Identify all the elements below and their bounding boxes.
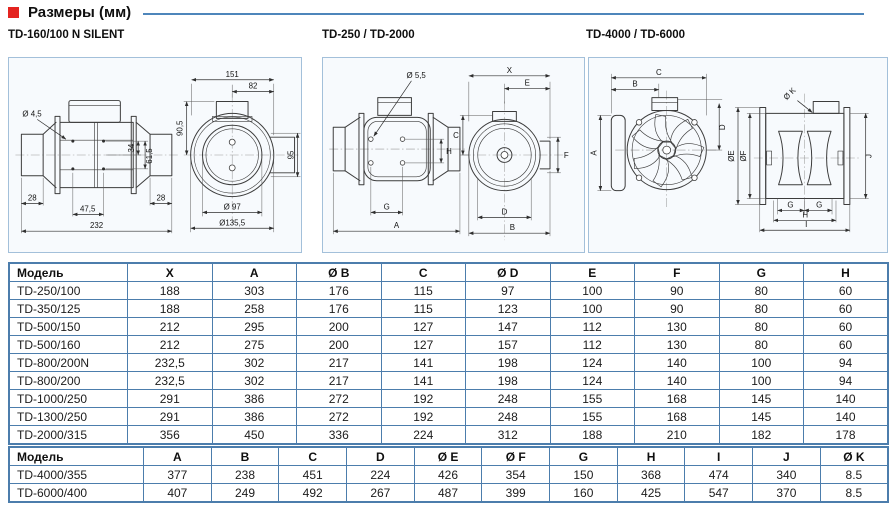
- column-header: Ø K: [820, 447, 888, 466]
- dim-label: 82: [248, 81, 258, 91]
- table-cell: 188: [128, 300, 213, 318]
- table-cell: 90: [635, 282, 720, 300]
- model-cell: TD-4000/355: [9, 466, 144, 484]
- dim-label: A: [393, 221, 400, 231]
- column-header: A: [144, 447, 212, 466]
- table-cell: 178: [804, 426, 889, 445]
- dim-label: 47,5: [79, 204, 96, 214]
- table-cell: 272: [297, 390, 382, 408]
- table-cell: 80: [719, 336, 804, 354]
- dim-label: 95: [286, 150, 296, 160]
- side-view-dimensions: [333, 71, 460, 234]
- dim-label: ØF: [738, 150, 748, 162]
- column-header: C: [279, 447, 347, 466]
- dim-label: 151: [225, 69, 239, 79]
- column-header: B: [211, 447, 279, 466]
- table-cell: 547: [685, 484, 753, 503]
- drawing-label-td250: TD-250 / TD-2000: [322, 29, 415, 41]
- table-cell: 451: [279, 466, 347, 484]
- table-cell: 8.5: [820, 466, 888, 484]
- table-cell: 147: [466, 318, 551, 336]
- table-cell: 224: [381, 426, 466, 445]
- table-cell: 198: [466, 354, 551, 372]
- dim-label: G: [787, 200, 794, 210]
- table-cell: 450: [212, 426, 297, 445]
- table-row: [9, 318, 888, 336]
- table-cell: 112: [550, 318, 635, 336]
- model-cell: TD-500/150: [9, 318, 128, 336]
- column-header: C: [381, 263, 466, 282]
- side-view-dimensions: [21, 109, 171, 233]
- dim-label: C: [453, 131, 459, 141]
- table-cell: 336: [297, 426, 382, 445]
- column-header: D: [347, 447, 415, 466]
- table-cell: 258: [212, 300, 297, 318]
- table-cell: 141: [381, 354, 466, 372]
- dim-label: 28: [27, 193, 37, 203]
- table-cell: 145: [719, 408, 804, 426]
- table-cell: 100: [719, 354, 804, 372]
- table-cell: 155: [550, 390, 635, 408]
- table-head: [9, 447, 888, 466]
- table-cell: 150: [550, 466, 618, 484]
- header-row: [9, 447, 888, 466]
- dim-label: Ø135,5: [219, 218, 246, 228]
- table-cell: 188: [128, 282, 213, 300]
- table-cell: 200: [297, 336, 382, 354]
- table-cell: 145: [719, 390, 804, 408]
- table-cell: 232,5: [128, 372, 213, 390]
- dimensions-table-td4000-td6000: [8, 446, 889, 503]
- dim-label: E: [524, 78, 530, 88]
- table-cell: 192: [381, 390, 466, 408]
- column-header: J: [753, 447, 821, 466]
- table-cell: 124: [550, 372, 635, 390]
- column-header: H: [804, 263, 889, 282]
- dim-label: D: [501, 207, 508, 217]
- table-row: [9, 354, 888, 372]
- dim-label: 28: [156, 193, 166, 203]
- table-cell: 302: [212, 354, 297, 372]
- column-header: F: [635, 263, 720, 282]
- dimensions-table-td250-td2000: [8, 262, 889, 445]
- table-cell: 60: [804, 300, 889, 318]
- table-cell: 140: [635, 354, 720, 372]
- table-cell: 217: [297, 372, 382, 390]
- model-cell: TD-1000/250: [9, 390, 128, 408]
- table-cell: 127: [381, 336, 466, 354]
- table-cell: 124: [550, 354, 635, 372]
- dim-label: 90,5: [175, 120, 185, 136]
- side-view: [329, 98, 467, 185]
- table-cell: 160: [550, 484, 618, 503]
- table-cell: 399: [482, 484, 550, 503]
- table-cell: 303: [212, 282, 297, 300]
- table-cell: 112: [550, 336, 635, 354]
- front-view-impeller: [611, 91, 716, 210]
- column-header: Ø E: [414, 447, 482, 466]
- table-cell: 210: [635, 426, 720, 445]
- dim-label: ØE: [727, 150, 737, 162]
- table-cell: 232,5: [128, 354, 213, 372]
- table-cell: 90: [635, 300, 720, 318]
- red-square-bullet: [8, 7, 19, 18]
- model-cell: TD-1300/250: [9, 408, 128, 426]
- table-cell: 492: [279, 484, 347, 503]
- column-header: G: [719, 263, 804, 282]
- column-header: G: [550, 447, 618, 466]
- front-view-dimensions: [589, 68, 727, 191]
- dim-label: C: [655, 67, 662, 77]
- table-cell: 60: [804, 282, 889, 300]
- table-cell: 155: [550, 408, 635, 426]
- dim-label: B: [509, 223, 516, 233]
- table-cell: 8.5: [820, 484, 888, 503]
- dim-label: J: [864, 154, 874, 158]
- table-cell: 130: [635, 318, 720, 336]
- table-cell: 100: [550, 300, 635, 318]
- model-cell: TD-6000/400: [9, 484, 144, 503]
- table-cell: 140: [635, 372, 720, 390]
- dim-label: D: [718, 124, 728, 131]
- side-view-dimensions: [727, 85, 874, 232]
- table-cell: 123: [466, 300, 551, 318]
- table-cell: 377: [144, 466, 212, 484]
- table-row: [9, 484, 888, 503]
- table-row: [9, 426, 888, 445]
- table-cell: 212: [128, 318, 213, 336]
- column-header: X: [128, 263, 213, 282]
- table-cell: 141: [381, 372, 466, 390]
- table-cell: 275: [212, 336, 297, 354]
- table-row: [9, 466, 888, 484]
- table-cell: 80: [719, 282, 804, 300]
- technical-drawing-td4000: [589, 58, 887, 252]
- table-cell: 97: [466, 282, 551, 300]
- table-cell: 340: [753, 466, 821, 484]
- drawing-label-td160: TD-160/100 N SILENT: [8, 29, 125, 41]
- column-header: Ø D: [466, 263, 551, 282]
- model-cell: TD-2000/315: [9, 426, 128, 445]
- table-cell: 487: [414, 484, 482, 503]
- table-cell: 140: [804, 408, 889, 426]
- table-row: [9, 282, 888, 300]
- dim-label: Ø 97: [223, 202, 241, 212]
- table-row: [9, 336, 888, 354]
- table-cell: 127: [381, 318, 466, 336]
- table-cell: 130: [635, 336, 720, 354]
- dim-label: F: [563, 150, 569, 160]
- table-cell: 238: [211, 466, 279, 484]
- section-header: [8, 4, 878, 21]
- column-header: H: [617, 447, 685, 466]
- table-cell: 140: [804, 390, 889, 408]
- table-cell: 115: [381, 282, 466, 300]
- column-header: Модель: [9, 447, 144, 466]
- table-cell: 60: [804, 336, 889, 354]
- technical-drawing-td160: [9, 58, 301, 252]
- dim-label: B: [632, 79, 638, 89]
- model-cell: TD-350/125: [9, 300, 128, 318]
- model-cell: TD-250/100: [9, 282, 128, 300]
- model-cell: TD-800/200N: [9, 354, 128, 372]
- table-cell: 295: [212, 318, 297, 336]
- table-cell: 200: [297, 318, 382, 336]
- table-cell: 426: [414, 466, 482, 484]
- table-cell: 192: [381, 408, 466, 426]
- table-cell: 100: [719, 372, 804, 390]
- table-cell: 248: [466, 390, 551, 408]
- column-header: Ø B: [297, 263, 382, 282]
- table-row: [9, 300, 888, 318]
- dim-label: Ø K: [781, 85, 798, 102]
- dim-label: 61,5: [145, 148, 155, 164]
- drawing-panel-td4000: [588, 57, 888, 253]
- column-header: A: [212, 263, 297, 282]
- table-cell: 168: [635, 408, 720, 426]
- table-cell: 188: [550, 426, 635, 445]
- dim-label: Ø 5,5: [406, 70, 426, 80]
- drawing-panel-td160: [8, 57, 302, 253]
- table-cell: 356: [128, 426, 213, 445]
- dim-label: H: [446, 147, 452, 157]
- table-row: [9, 408, 888, 426]
- column-header: Модель: [9, 263, 128, 282]
- table-cell: 94: [804, 354, 889, 372]
- column-header: I: [685, 447, 753, 466]
- table-cell: 291: [128, 408, 213, 426]
- table-cell: 100: [550, 282, 635, 300]
- table-cell: 354: [482, 466, 550, 484]
- dim-label: 232: [90, 221, 104, 231]
- table-row: [9, 390, 888, 408]
- table-cell: 217: [297, 354, 382, 372]
- table-cell: 248: [466, 408, 551, 426]
- table-cell: 386: [212, 390, 297, 408]
- table-cell: 425: [617, 484, 685, 503]
- header-rule: [143, 13, 864, 15]
- table-cell: 312: [466, 426, 551, 445]
- dim-label: H: [802, 210, 809, 220]
- dim-label: A: [589, 150, 599, 156]
- table-cell: 370: [753, 484, 821, 503]
- table-cell: 302: [212, 372, 297, 390]
- table-cell: 176: [297, 282, 382, 300]
- table-cell: 474: [685, 466, 753, 484]
- front-view: [184, 94, 299, 228]
- side-view: [754, 94, 859, 209]
- dim-label: Ø 4,5: [22, 109, 42, 119]
- table-cell: 94: [804, 372, 889, 390]
- technical-drawing-td250: [323, 58, 584, 252]
- table-cell: 80: [719, 318, 804, 336]
- table-cell: 198: [466, 372, 551, 390]
- table-cell: 249: [211, 484, 279, 503]
- dim-label: 34: [127, 143, 137, 153]
- table-cell: 168: [635, 390, 720, 408]
- table-cell: 368: [617, 466, 685, 484]
- column-header: Ø F: [482, 447, 550, 466]
- table-cell: 115: [381, 300, 466, 318]
- table-cell: 157: [466, 336, 551, 354]
- dim-label: G: [383, 202, 390, 212]
- drawing-panel-td250: [322, 57, 585, 253]
- table-head: [9, 263, 888, 282]
- table-cell: 407: [144, 484, 212, 503]
- drawing-label-td4000: TD-4000 / TD-6000: [586, 29, 686, 41]
- table-cell: 224: [347, 466, 415, 484]
- table-body: [9, 282, 888, 445]
- model-cell: TD-500/160: [9, 336, 128, 354]
- header-row: [9, 263, 888, 282]
- table-cell: 291: [128, 390, 213, 408]
- table-cell: 60: [804, 318, 889, 336]
- table-cell: 182: [719, 426, 804, 445]
- table-cell: 386: [212, 408, 297, 426]
- page-title: Размеры (мм): [28, 4, 132, 21]
- model-cell: TD-800/200: [9, 372, 128, 390]
- dim-label: I: [805, 220, 808, 230]
- column-header: E: [550, 263, 635, 282]
- table-body: [9, 466, 888, 503]
- table-cell: 212: [128, 336, 213, 354]
- table-cell: 267: [347, 484, 415, 503]
- table-cell: 80: [719, 300, 804, 318]
- table-row: [9, 372, 888, 390]
- table-cell: 272: [297, 408, 382, 426]
- dim-label: G: [816, 200, 823, 210]
- table-cell: 176: [297, 300, 382, 318]
- dim-label: X: [506, 65, 513, 75]
